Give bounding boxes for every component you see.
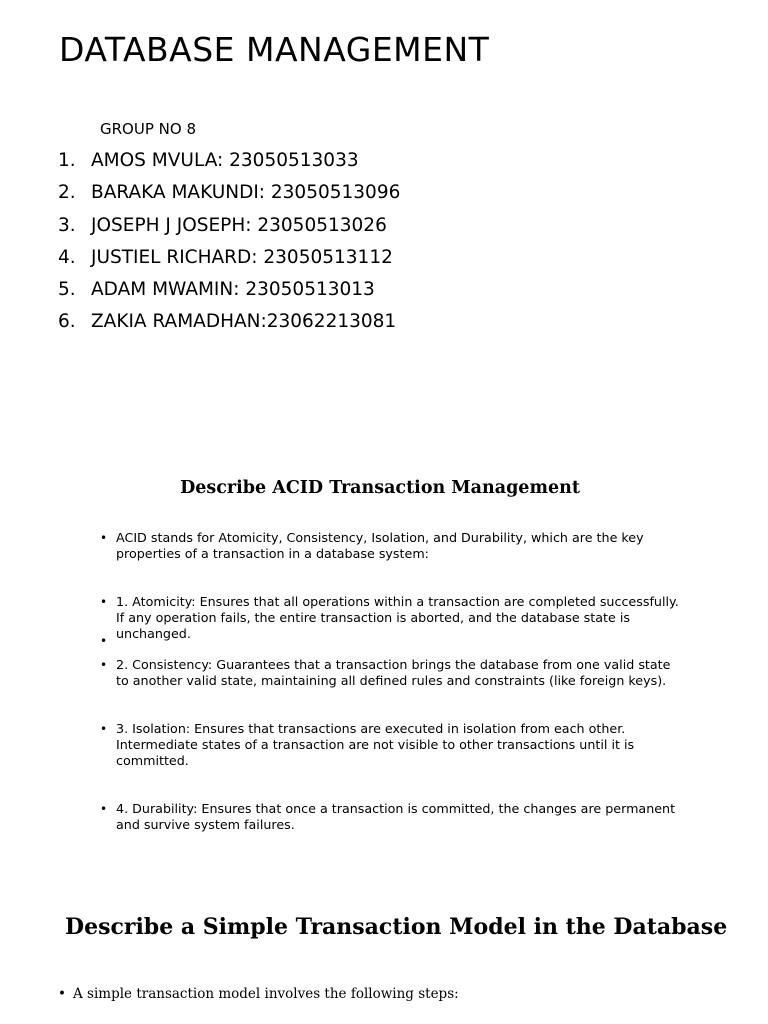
section-heading-acid: Describe ACID Transaction Management <box>180 478 580 498</box>
bullet-icon: • <box>100 658 108 672</box>
member-number: 6. <box>58 311 76 333</box>
member-item <box>58 147 400 179</box>
group-label: GROUP NO 8 <box>100 120 196 138</box>
member-number: 2. <box>58 182 76 204</box>
member-number: 4. <box>58 246 76 268</box>
member-number: 5. <box>58 279 76 301</box>
member-text: ZAKIA RAMADHAN:23062213081 <box>91 311 397 333</box>
member-list <box>58 147 400 341</box>
bullet-icon: • <box>100 802 108 816</box>
member-number: 1. <box>58 150 76 171</box>
simple-model-list <box>58 986 459 1002</box>
list-item-text: A simple transaction model involves the following steps: <box>73 986 459 1002</box>
bullet-icon: • <box>100 634 108 648</box>
list-item-text: 4. Durability: Ensures that once a transaction is committed, the changes are permanent and survive system failures. <box>116 801 676 833</box>
list-item-text: 2. Consistency: Guarantees that a transaction brings the database from one valid state to another valid state, maintaining all defined rules and constraints (like foreign keys). <box>116 657 671 689</box>
member-item <box>58 244 400 276</box>
list-item <box>58 986 459 1002</box>
member-item <box>58 276 400 308</box>
document-title: DATABASE MANAGEMENT <box>59 30 490 69</box>
member-text: JOSEPH J JOSEPH: 23050513026 <box>91 214 387 236</box>
list-item <box>100 721 680 770</box>
bullet-icon: • <box>58 986 66 1002</box>
bullet-icon: • <box>100 531 108 545</box>
member-item <box>58 179 400 211</box>
list-item-text: 1. Atomicity: Ensures that all operations within a transaction are completed successfully. If any operation fails, the entire transaction is aborted, and the database state is unchanged. <box>116 594 679 642</box>
section-heading-simple-model: Describe a Simple Transaction Model in the Database <box>65 914 728 940</box>
list-item <box>100 530 680 562</box>
list-item <box>100 594 680 643</box>
member-text: JUSTIEL RICHARD: 23050513112 <box>91 246 393 268</box>
member-text: AMOS MVULA: 23050513033 <box>91 150 359 171</box>
member-text: BARAKA MAKUNDI: 23050513096 <box>91 182 401 204</box>
member-item <box>58 212 400 244</box>
member-number: 3. <box>58 214 76 236</box>
list-item-text: ACID stands for Atomicity, Consistency, Isolation, and Durability, which are the key properties of a transaction in a database system: <box>116 530 644 562</box>
list-item <box>100 801 680 833</box>
bullet-icon: • <box>100 595 108 609</box>
member-item <box>58 308 400 340</box>
bullet-icon: • <box>100 722 108 736</box>
member-text: ADAM MWAMIN: 23050513013 <box>91 279 375 301</box>
list-item-text: 3. Isolation: Ensures that transactions are executed in isolation from each other. Intermediate states of a transaction are not visible to other transactions until it is committed. <box>116 721 635 769</box>
list-item <box>100 657 680 689</box>
